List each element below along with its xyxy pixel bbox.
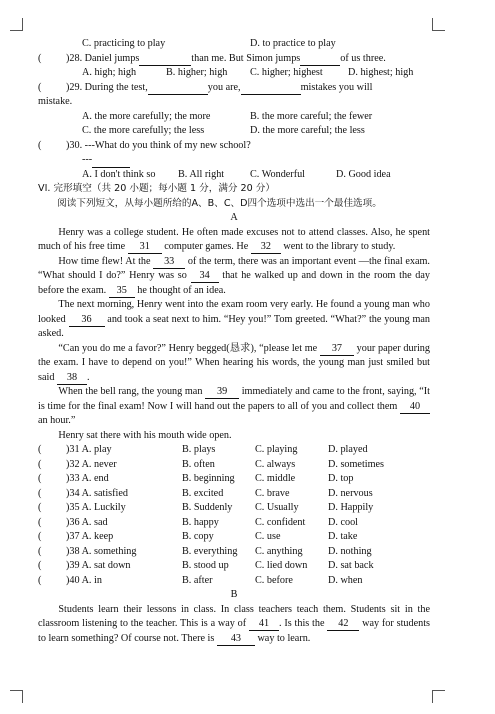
choice-32-c: C. always bbox=[255, 458, 296, 470]
choice-35-a: )35 A. Luckily bbox=[66, 502, 126, 513]
passage-b-paragraph-1: Students learn their lessons in class. In class teachers teach them. Students sit in the classroom listening to the teacher. This is a way of 41 . Is this the 42 way for students to learn something? Of course not. There is 43 way to learn. bbox=[38, 603, 430, 644]
choice-39-c: C. lied down bbox=[255, 560, 308, 571]
q30-reply-dash: --- bbox=[82, 154, 93, 165]
choice-36-c: C. confident bbox=[255, 516, 306, 528]
blank-37[interactable]: 37 bbox=[320, 343, 354, 356]
q30-stem-text: )30. ---What do you think of my new school? bbox=[66, 139, 251, 151]
q28-answer-paren[interactable]: ( bbox=[38, 52, 42, 64]
blank-32[interactable]: 32 bbox=[251, 241, 281, 254]
choice-33-c: C. middle bbox=[255, 473, 296, 484]
q28-option-c: C. higher; highest bbox=[250, 67, 323, 78]
answer-paren-37[interactable]: ( bbox=[38, 531, 42, 542]
q30-stem bbox=[38, 139, 430, 154]
answer-paren-38[interactable]: ( bbox=[38, 545, 42, 557]
q28-blank-2[interactable] bbox=[300, 52, 340, 67]
blank-40[interactable]: 40 bbox=[400, 401, 430, 414]
choice-33-b: B. beginning bbox=[182, 473, 235, 484]
q30-answer-paren[interactable]: ( bbox=[38, 139, 42, 151]
q29-blank-1[interactable] bbox=[148, 81, 208, 96]
q30-option-c: C. Wonderful bbox=[250, 168, 306, 180]
answer-paren-32[interactable]: ( bbox=[38, 458, 42, 470]
q30-option-b: B. All right bbox=[178, 168, 225, 180]
blank-33[interactable]: 33 bbox=[153, 256, 185, 269]
q29-stem-text-4: mistake. bbox=[38, 96, 73, 107]
choice-39-d: D. sat back bbox=[328, 560, 374, 571]
q29-stem-text-2: you are, bbox=[207, 81, 241, 93]
choice-40-a: )40 A. in bbox=[66, 574, 102, 586]
blank-34[interactable]: 34 bbox=[191, 270, 219, 283]
blank-43[interactable]: 43 bbox=[217, 633, 255, 646]
choice-35-b: B. Suddenly bbox=[182, 502, 233, 513]
q28-option-a: A. high; high bbox=[82, 67, 137, 78]
choice-row-32 bbox=[38, 458, 430, 473]
crop-mark-top-left bbox=[10, 18, 23, 31]
choice-row-35 bbox=[38, 501, 430, 516]
choice-38-b: B. everything bbox=[182, 545, 238, 557]
choice-35-d: D. Happily bbox=[328, 502, 374, 513]
blank-41[interactable]: 41 bbox=[249, 618, 279, 631]
q29-stem bbox=[38, 81, 430, 96]
q29-option-a: A. the more carefully; the more bbox=[82, 110, 211, 122]
answer-paren-34[interactable]: ( bbox=[38, 487, 42, 499]
passage-b-letter: B bbox=[230, 589, 238, 600]
choice-row-38 bbox=[38, 545, 430, 560]
blank-42[interactable]: 42 bbox=[327, 618, 359, 631]
q30-options bbox=[38, 168, 430, 183]
q29-option-c: C. the more carefully; the less bbox=[82, 125, 205, 136]
passage-a-paragraph-3: The next morning, Henry went into the exam room very early. He found a young man who looked 36 and took a seat next to him. “Hey you!” Tom greeted. “What?” the young man asked. bbox=[38, 299, 430, 339]
passage-a-paragraph-2: How time flew! At the 33 of the term, there was an important event —the final exam. “What should I do?” Henry was so 34 that he walked up and down in the room the day before the exam. 35 he thought of an idea. bbox=[38, 255, 430, 296]
crop-mark-top-right bbox=[432, 18, 445, 31]
choice-row-40 bbox=[38, 574, 430, 589]
q28-stem bbox=[38, 52, 430, 67]
choice-37-d: D. take bbox=[328, 531, 358, 542]
q29-options-ab bbox=[38, 110, 430, 125]
choice-37-a: )37 A. keep bbox=[66, 531, 114, 542]
passage-a-letter: A bbox=[230, 212, 238, 223]
q28-option-b: B. higher; high bbox=[166, 67, 228, 78]
choice-31-a: )31 A. play bbox=[66, 444, 112, 455]
choice-33-d: D. top bbox=[328, 473, 354, 484]
choice-37-b: B. copy bbox=[182, 531, 214, 542]
q28-option-d: D. highest; high bbox=[348, 67, 414, 78]
blank-35[interactable]: 35 bbox=[109, 285, 135, 298]
choice-row-39 bbox=[38, 559, 430, 574]
choice-39-b: B. stood up bbox=[182, 560, 229, 571]
q30-option-a: A. I don't think so bbox=[82, 168, 156, 180]
answer-paren-39[interactable]: ( bbox=[38, 560, 42, 571]
choice-31-b: B. plays bbox=[182, 444, 216, 455]
blank-39[interactable]: 39 bbox=[205, 386, 239, 399]
choice-38-d: D. nothing bbox=[328, 545, 372, 557]
q28-stem-text: )28. Daniel jumps bbox=[66, 52, 140, 64]
choice-40-c: C. before bbox=[255, 574, 293, 586]
q28-options bbox=[38, 66, 430, 81]
choice-40-d: D. when bbox=[328, 574, 363, 586]
choice-32-d: D. sometimes bbox=[328, 458, 385, 470]
q28-stem-text-3: of us three. bbox=[340, 52, 386, 64]
choice-38-a: )38 A. something bbox=[66, 545, 137, 557]
q30-option-d: D. Good idea bbox=[336, 168, 391, 180]
passage-a-paragraph-4: “Can you do me a favor?” Henry begged(恳求), “please let me 37 your paper during the exam. I have to depend on you!” When hearing his words, the young man just smiled but said 38 . bbox=[38, 342, 430, 383]
choice-32-a: )32 A. never bbox=[66, 458, 117, 470]
choice-38-c: C. anything bbox=[255, 545, 303, 557]
answer-paren-31[interactable]: ( bbox=[38, 444, 42, 455]
choice-34-b: B. excited bbox=[182, 487, 224, 499]
q29-options-cd bbox=[38, 124, 430, 139]
answer-paren-33[interactable]: ( bbox=[38, 473, 42, 484]
passage-a-paragraph-5: When the bell rang, the young man 39 immediately and came to the front, saying, “It is time for the final exam! Now I will hand out the papers to all of you and collect them 40 an hour.” bbox=[38, 386, 430, 426]
answer-paren-40[interactable]: ( bbox=[38, 574, 42, 586]
choice-36-b: B. happy bbox=[182, 516, 219, 528]
q29-option-b: B. the more careful; the fewer bbox=[250, 110, 373, 122]
q27-option-c: C. practicing to play bbox=[82, 38, 166, 49]
q29-answer-paren[interactable]: ( bbox=[38, 81, 42, 93]
choice-35-c: C. Usually bbox=[255, 502, 299, 513]
choice-39-a: )39 A. sat down bbox=[66, 560, 131, 571]
q29-blank-2[interactable] bbox=[241, 81, 301, 96]
blank-36[interactable]: 36 bbox=[69, 314, 105, 327]
q28-blank-1[interactable] bbox=[139, 52, 191, 67]
q28-stem-text-2: than me. But Simon jumps bbox=[191, 52, 301, 64]
blank-38[interactable]: 38 bbox=[57, 372, 87, 385]
choice-40-b: B. after bbox=[182, 574, 213, 586]
crop-mark-bottom-left bbox=[10, 690, 23, 703]
choice-31-d: D. played bbox=[328, 444, 368, 455]
q29-stem-text-3: mistakes you will bbox=[300, 81, 373, 93]
passage-a-paragraph-6: Henry sat there with his mouth wide open. bbox=[58, 429, 232, 441]
exam-page bbox=[38, 37, 430, 646]
choice-32-b: B. often bbox=[182, 458, 215, 470]
q30-reply-blank[interactable] bbox=[92, 153, 130, 168]
q29-option-d: D. the more careful; the less bbox=[250, 125, 365, 136]
choice-row-33 bbox=[38, 472, 430, 487]
q29-stem-text: )29. During the test, bbox=[66, 81, 148, 93]
choice-34-d: D. nervous bbox=[328, 487, 373, 499]
choice-row-36 bbox=[38, 516, 430, 531]
q27-option-d: D. to practice to play bbox=[250, 38, 336, 49]
choice-row-34 bbox=[38, 487, 430, 502]
q29-stem-wrap bbox=[38, 95, 430, 110]
answer-paren-36[interactable]: ( bbox=[38, 516, 42, 528]
choice-31-c: C. playing bbox=[255, 444, 298, 455]
choice-36-d: D. cool bbox=[328, 516, 358, 528]
choice-34-a: )34 A. satisfied bbox=[66, 487, 128, 499]
blank-31[interactable]: 31 bbox=[128, 241, 162, 254]
q27-options bbox=[38, 37, 430, 52]
crop-mark-bottom-right bbox=[432, 690, 445, 703]
answer-paren-35[interactable]: ( bbox=[38, 502, 42, 513]
q30-reply bbox=[38, 153, 430, 168]
choice-row-37 bbox=[38, 530, 430, 545]
choice-37-c: C. use bbox=[255, 531, 281, 542]
section-title: VI. 完形填空（共 20 小题；每小题 1 分，满分 20 分） bbox=[38, 183, 275, 194]
choice-36-a: )36 A. sad bbox=[66, 516, 108, 528]
passage-a-paragraph-1: Henry was a college student. He often made excuses not to attend classes. Also, he spent much of his free time 31 computer games. He 32 went to the library to study. bbox=[38, 226, 430, 252]
choice-row-31 bbox=[38, 443, 430, 458]
choice-34-c: C. brave bbox=[255, 487, 290, 499]
choice-33-a: )33 A. end bbox=[66, 473, 109, 484]
section-instructions: 阅读下列短文，从每小题所给的A、B、C、D四个选项中选出一个最佳选项。 bbox=[57, 197, 382, 209]
